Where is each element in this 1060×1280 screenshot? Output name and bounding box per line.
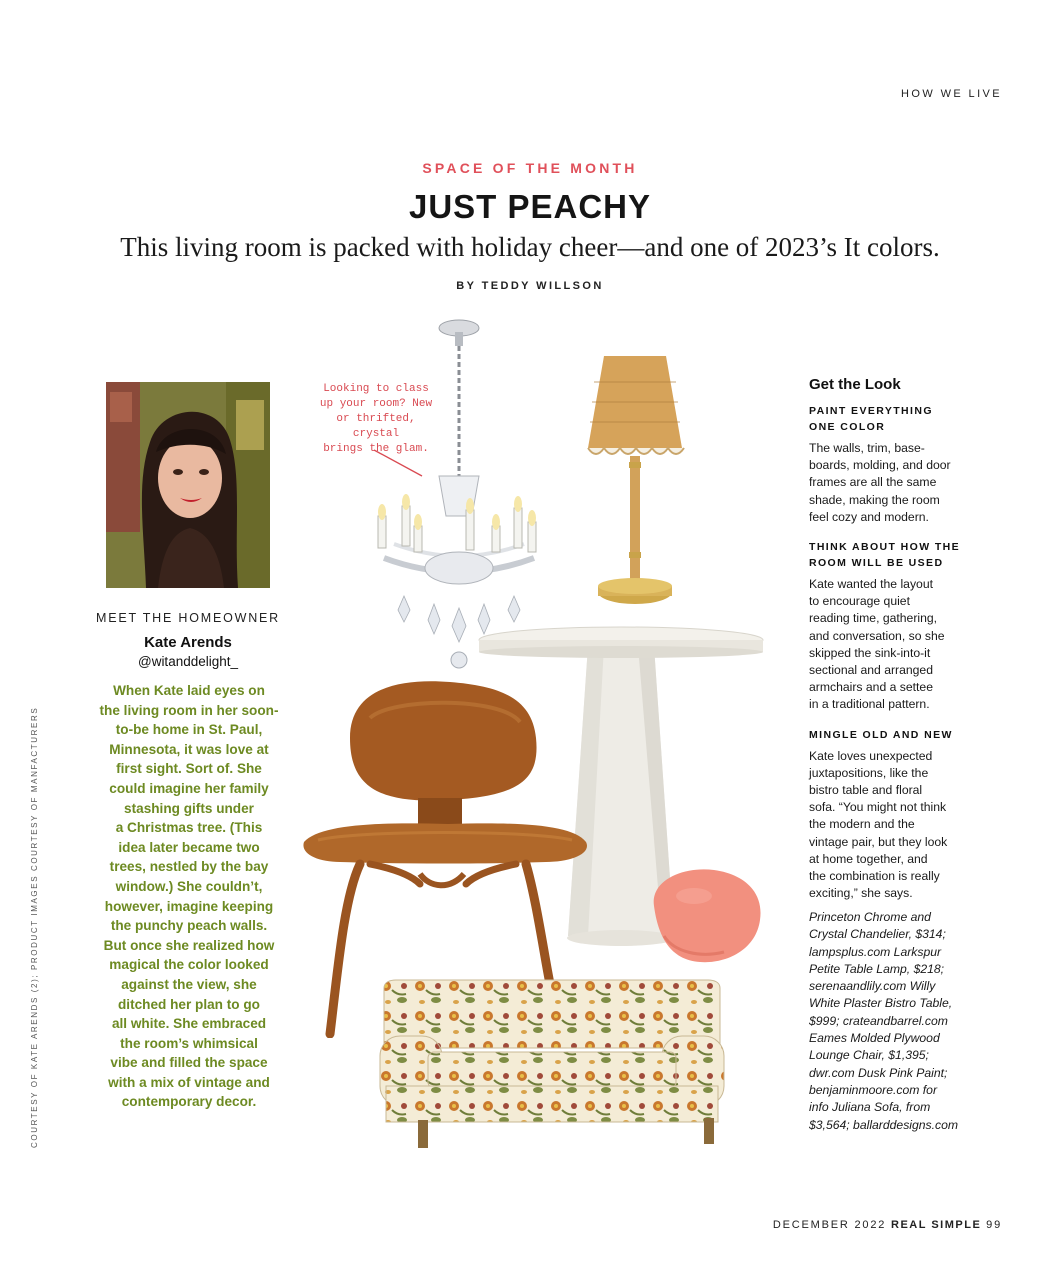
tip-heading — [809, 539, 979, 571]
source-line: Eames Molded Plywood — [809, 1031, 940, 1046]
homeowner-name: Kate Arends — [144, 634, 232, 651]
tip-body-line: and conversation, so she — [809, 628, 945, 643]
byline: BY TEDDY WILLSON — [456, 280, 604, 292]
paint-swatch-image — [644, 866, 766, 966]
tip-body-line: juxtapositions, like the — [809, 765, 929, 780]
story-line: with a mix of vintage and — [108, 1074, 270, 1090]
story-line: against the view, she — [121, 976, 257, 992]
tip-body-line: the combination is really — [809, 869, 940, 884]
homeowner-story — [88, 681, 290, 1112]
tip-body-line: Kate loves unexpected — [809, 748, 933, 763]
product-sources — [809, 909, 984, 1134]
headline: JUST PEACHY — [408, 188, 652, 225]
story-line: vibe and filled the space — [110, 1055, 268, 1071]
tip-body — [809, 748, 979, 903]
tip-body-line: vintage pair, but they look — [809, 834, 948, 849]
source-line: Petite Table Lamp, $218; — [809, 961, 945, 976]
source-line: $3,564; ballarddesigns.com — [809, 1117, 959, 1132]
story-line: window.) She couldn’t, — [115, 878, 263, 894]
story-line: could imagine her family — [109, 780, 269, 796]
tip-body-line: sectional and arranged — [809, 663, 933, 678]
tip-heading — [809, 727, 979, 743]
tip-body-line: Kate wanted the layout — [809, 577, 933, 592]
tip-body-line: reading time, gathering, — [809, 611, 938, 626]
homeowner-portrait — [106, 382, 270, 588]
tip-heading — [809, 403, 979, 435]
photo-credit: COURTESY OF KATE ARENDS (2); PRODUCT IMAGES COURTESY OF MANFACTURERS — [30, 706, 39, 1148]
tip-paint — [809, 403, 979, 526]
callout-line: up your room? New — [319, 398, 433, 410]
chandelier-image — [354, 316, 564, 672]
source-line: info Juliana Sofa, from — [809, 1100, 931, 1115]
tip-body-line: bistro table and floral — [809, 783, 923, 798]
story-line: When Kate laid eyes on — [113, 683, 265, 698]
folio-magazine: REAL SIMPLE — [891, 1219, 982, 1231]
tip-body-line: The walls, trim, base- — [809, 441, 925, 455]
folio-page-number: 99 — [986, 1219, 1002, 1231]
homeowner-handle: @witanddelight_ — [137, 654, 239, 669]
folio-date: DECEMBER 2022 — [772, 1219, 887, 1231]
tip-heading-line: MINGLE OLD AND NEW — [809, 728, 953, 741]
story-line: Minnesota, it was love at — [109, 741, 269, 757]
tip-body-line: feel cozy and modern. — [809, 509, 929, 524]
meet-homeowner-label: MEET THE HOMEOWNER — [95, 611, 281, 625]
source-line: dwr.com Dusk Pink Paint; — [809, 1065, 948, 1080]
source-line: serenaandlily.com Willy — [809, 979, 936, 994]
tip-body-line: exciting,” she says. — [809, 886, 913, 901]
tip-body-line: shade, making the room — [809, 492, 940, 507]
tip-body-line: sofa. “You might not think — [809, 800, 947, 815]
source-line: $999; crateandbarrel.com — [809, 1013, 948, 1028]
story-line: the punchy peach walls. — [110, 918, 268, 934]
story-line: first sight. Sort of. She — [116, 761, 262, 777]
tip-body-line: the modern and the — [809, 817, 915, 832]
story-line: the living room in her soon- — [99, 702, 279, 718]
table-lamp-image — [582, 352, 688, 610]
source-line: White Plaster Bistro Table, — [809, 996, 953, 1011]
page-folio — [773, 1219, 1002, 1231]
story-line: magical the color looked — [109, 957, 269, 973]
section-tag: HOW WE LIVE — [901, 88, 1002, 100]
tip-heading-line: ONE COLOR — [809, 421, 886, 433]
story-line: ditched her plan to go — [118, 996, 260, 1012]
callout-line: brings the glam. — [323, 443, 429, 455]
story-line: stashing gifts under — [124, 800, 254, 816]
tip-old-new — [809, 727, 979, 903]
get-the-look-title: Get the Look — [809, 376, 901, 393]
dek: This living room is packed with holiday cheer—and one of 2023’s It colors. — [120, 232, 940, 262]
source-line: lampsplus.com Larkspur — [809, 944, 942, 959]
floral-sofa-image — [378, 978, 726, 1150]
get-the-look-tips — [809, 403, 979, 915]
story-line: a Christmas tree. (This — [115, 820, 263, 836]
source-line: Crystal Chandelier, $314; — [809, 927, 946, 942]
kicker: SPACE OF THE MONTH — [422, 160, 638, 176]
tip-body-line: to encourage quiet — [809, 594, 910, 609]
callout-line: Looking to class — [323, 383, 429, 395]
tip-heading-line: THINK ABOUT HOW THE — [809, 541, 961, 554]
tip-body-line: boards, molding, and door — [809, 458, 951, 473]
tip-room-use — [809, 539, 979, 714]
story-line: however, imagine keeping — [104, 898, 274, 914]
source-line: benjaminmoore.com for — [809, 1082, 938, 1097]
story-line: trees, nestled by the bay — [109, 859, 269, 875]
tip-body-line: frames are all the same — [809, 475, 937, 490]
tip-heading-line: ROOM WILL BE USED — [809, 557, 944, 570]
source-line: Princeton Chrome and — [809, 910, 931, 924]
tip-body-line: in a traditional pattern. — [809, 697, 930, 712]
story-line: to-be home in St. Paul, — [115, 722, 263, 738]
tip-body-line: skipped the sink-into-it — [809, 645, 931, 660]
story-line: all white. She embraced — [111, 1016, 267, 1032]
callout-line: or thrifted, crystal — [336, 413, 416, 440]
story-line: the room’s whimsical — [120, 1035, 258, 1051]
story-line: idea later became two — [118, 839, 260, 855]
tip-body — [809, 440, 979, 526]
story-line: contemporary decor. — [121, 1094, 257, 1110]
story-line: But once she realized how — [103, 937, 275, 953]
tip-heading-line: PAINT EVERYTHING — [809, 405, 933, 417]
tip-body-line: armchairs and a settee — [809, 680, 933, 695]
tip-body — [809, 576, 979, 714]
source-line: Lounge Chair, $1,395; — [809, 1048, 929, 1063]
tip-body-line: at home together, and — [809, 851, 928, 866]
